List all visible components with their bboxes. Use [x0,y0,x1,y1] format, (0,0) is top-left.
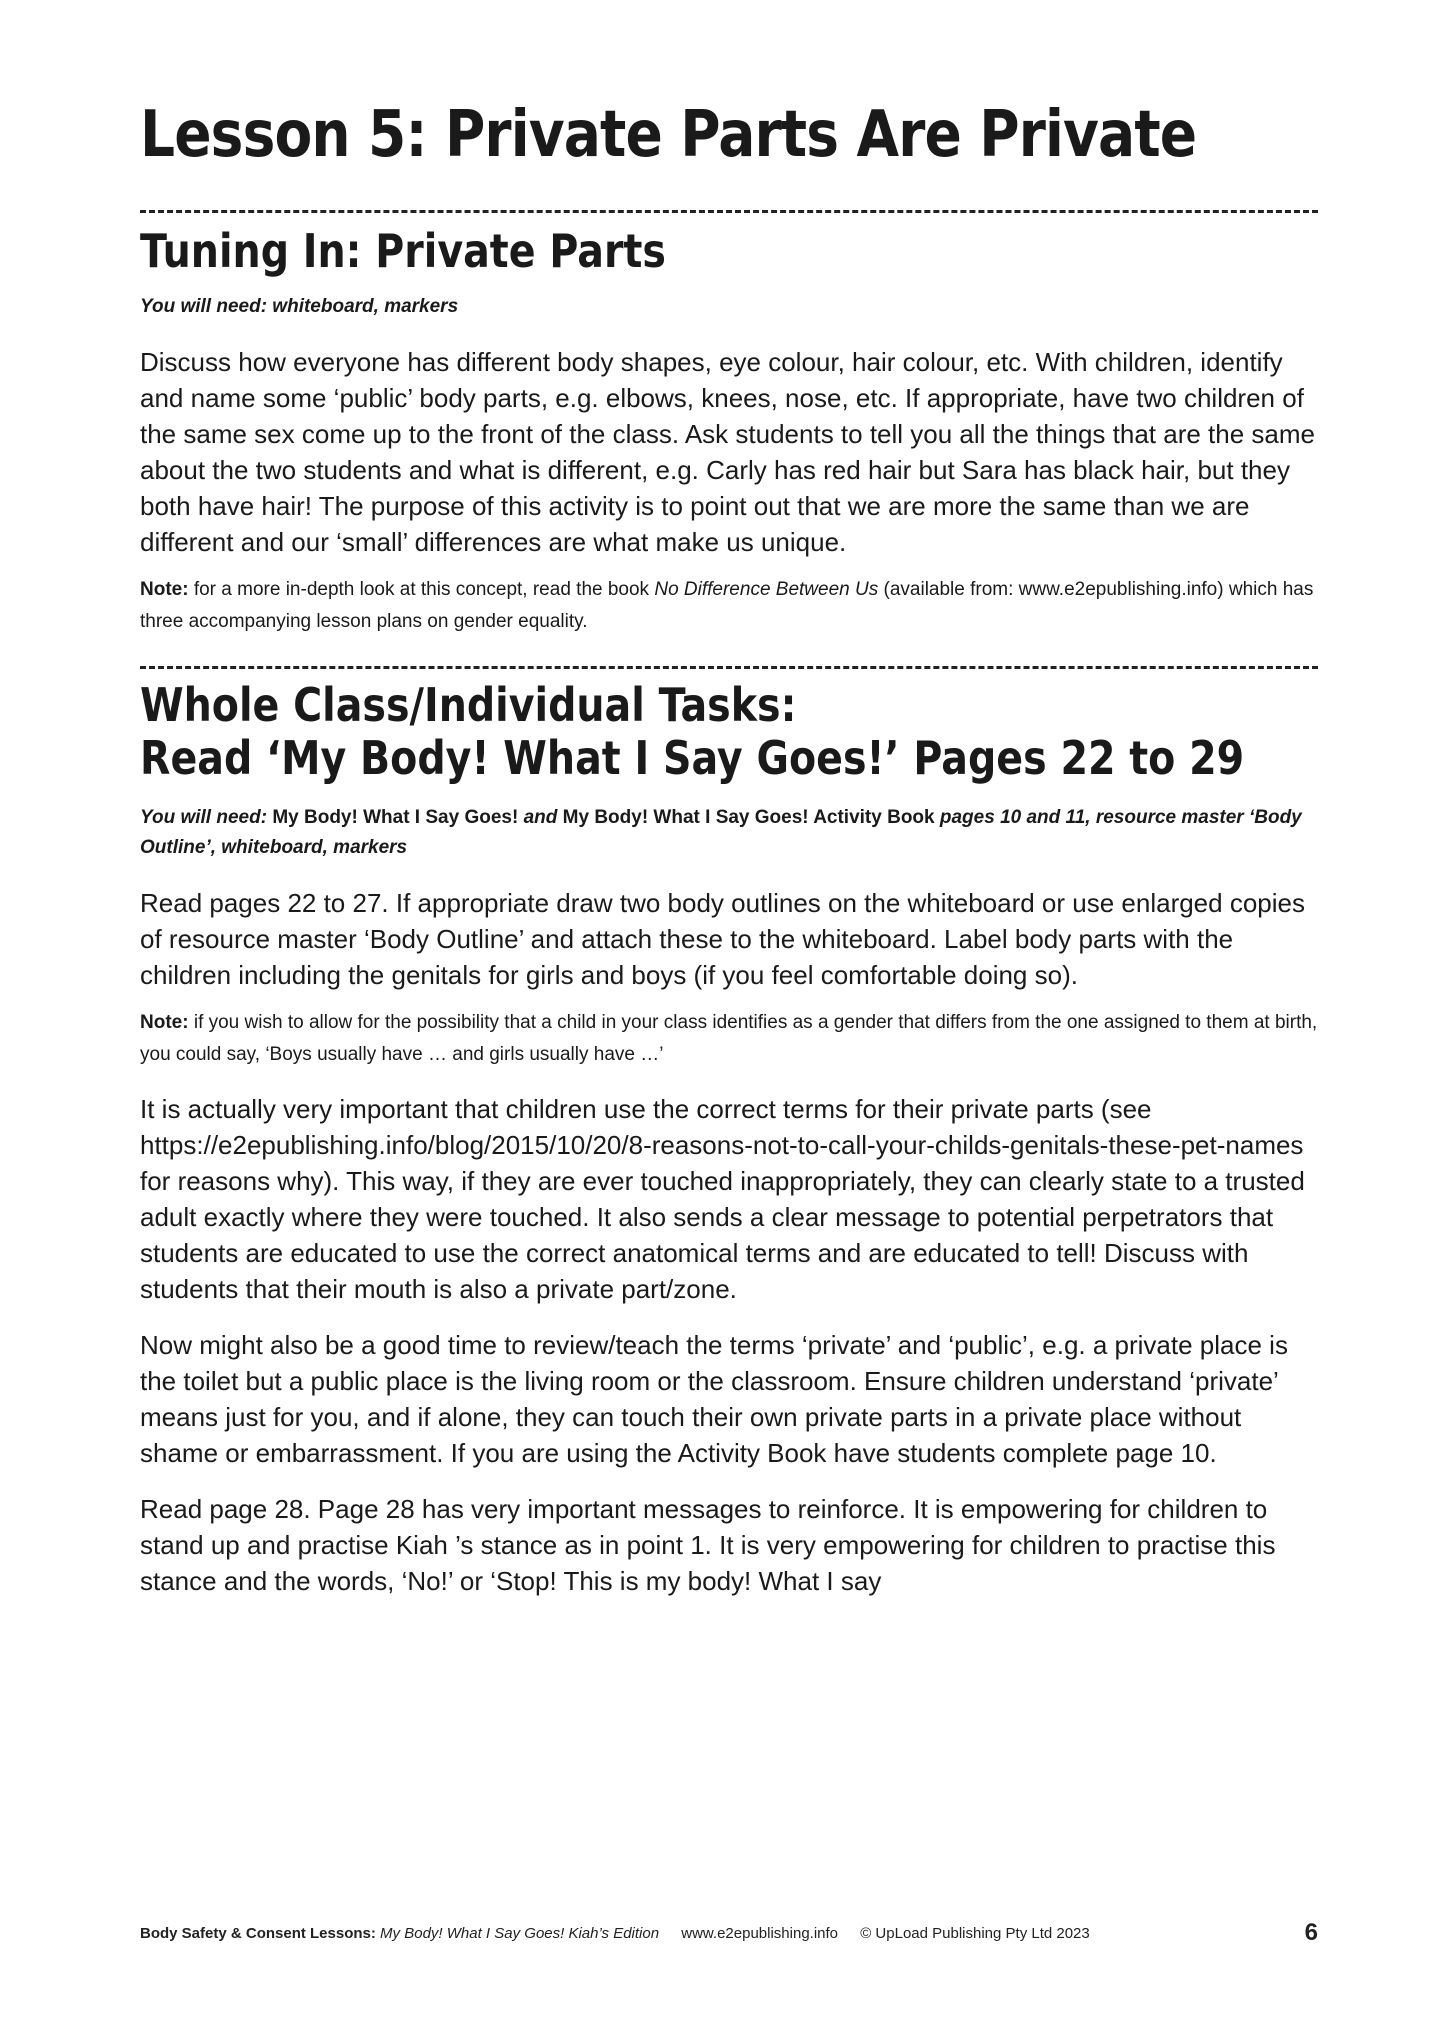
tuning-in-heading: Tuning In: Private Parts [140,224,666,279]
whole-class-paragraph-3: Now might also be a good time to review/teach the terms ‘private’ and ‘public’, e.g. a private place is the toilet but a public place is the living room or the classroom. Ensure children understand ‘private’ means just for you, and if alone, they can touch their own private parts in a private place without shame or embarrassment. If you are using the Activity Book have students complete page 10. [140,1330,1288,1469]
page-footer [140,1919,1318,1946]
needs-book: My Body! What I Say Goes! [272,807,519,829]
section-divider [140,210,1318,213]
tuning-in-needs: You will need: whiteboard, markers [140,296,459,318]
whole-class-paragraph-1: Read pages 22 to 27. If appropriate draw two body outlines on the whiteboard or use enlarged copies of resource master ‘Body Outline’ and attach these to the whiteboard. Label body parts with the children including the genitals for girls and boys (if you feel comfortable doing so). [140,888,1305,991]
note-text: for a more in-depth look at this concept, read the book [188,579,655,601]
note-text: (available from: www.e2epublishing.info) which has three accompanying lesson plans on gender equality. [140,579,1314,633]
footer-series: Body Safety & Consent Lessons: [140,1925,376,1942]
note-text: if you wish to allow for the possibility that a child in your class identifies as a gender that differs from the one assigned to them at birth, you could say, ‘Boys usually have … and girls usually have …’ [140,1012,1318,1066]
whole-class-heading-line2: Read ‘My Body! What I Say Goes!’ Pages 22 to 29 [140,731,1245,786]
document-page [140,100,1320,1599]
note-book-title: No Difference Between Us [654,579,879,601]
whole-class-note [140,1007,1320,1071]
needs-label: You will need: [140,807,273,829]
whole-class-needs [140,803,1320,863]
footer-book: My Body! What I Say Goes! Kiah’s Edition [375,1925,660,1942]
tuning-in-note [140,574,1320,638]
note-label: Note: [140,1012,189,1034]
page-number: 6 [1304,1919,1318,1946]
needs-activity-book: My Body! What I Say Goes! Activity Book [562,807,935,829]
needs-text: pages 10 and 11, resource master ‘Body Outline’, whiteboard, markers [140,807,1302,859]
section-divider [140,666,1318,669]
needs-text: and [518,807,563,829]
lesson-title: Lesson 5: Private Parts Are Private [140,98,1197,172]
whole-class-heading-line1: Whole Class/Individual Tasks: [140,678,797,733]
footer-website: www.e2epublishing.info [681,1925,839,1942]
note-label: Note: [140,579,189,601]
tuning-in-paragraph: Discuss how everyone has different body shapes, eye colour, hair colour, etc. With children, identify and name some ‘public’ body parts, e.g. elbows, knees, nose, etc. If appropriate, have two children of the same sex come up to the front of the class. Ask students to tell you all the things that are the same about the two students and what is different, e.g. Carly has red hair but Sara has black hair, but they both have hair! The purpose of this activity is to point out that we are more the same than we are different and our ‘small’ differences are what make us unique. [140,347,1315,558]
whole-class-paragraph-2: It is actually very important that children use the correct terms for their private parts (see https://e2epublishing.info/blog/2015/10/20/8-reasons-not-to-call-your-childs-genitals-these-pet-names for reasons why). This way, if they are ever touched inappropriately, they can clearly state to a trusted adult exactly where they were touched. It also sends a clear message to potential perpetrators that students are educated to use the correct anatomical terms and are educated to tell! Discuss with students that their mouth is also a private part/zone. [140,1094,1305,1305]
footer-copyright: © UpLoad Publishing Pty Ltd 2023 [860,1925,1090,1942]
whole-class-paragraph-4: Read page 28. Page 28 has very important messages to reinforce. It is empowering for children to stand up and practise Kiah ’s stance as in point 1. It is very empowering for children to practise this stance and the words, ‘No!’ or ‘Stop! This is my body! What I say [140,1494,1276,1597]
